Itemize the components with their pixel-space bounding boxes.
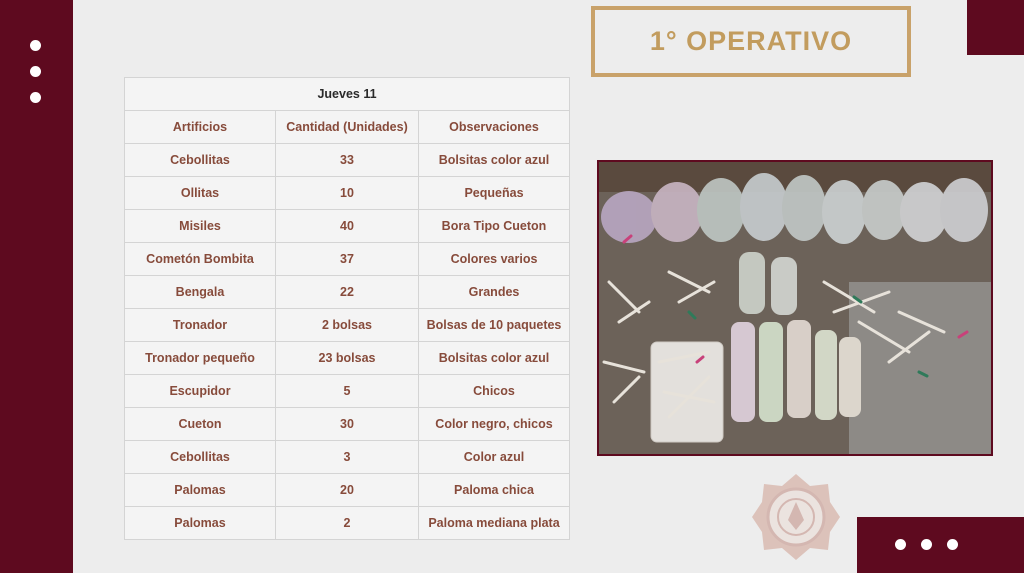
table-row xyxy=(125,276,570,309)
decorative-dot xyxy=(30,66,41,77)
table-row xyxy=(125,177,570,210)
row-cell-observacion: Color azul xyxy=(419,441,570,474)
table-row xyxy=(125,375,570,408)
row-cell-artificio: Cebollitas xyxy=(125,441,276,474)
table-row xyxy=(125,243,570,276)
table-row xyxy=(125,408,570,441)
row-cell-cantidad: 37 xyxy=(276,243,419,276)
row-cell-observacion: Bolsitas color azul xyxy=(419,342,570,375)
row-cell-cantidad: 2 xyxy=(276,507,419,540)
table-day-header: Jueves 11 xyxy=(125,78,570,111)
row-cell-observacion: Paloma chica xyxy=(419,474,570,507)
row-cell-artificio: Cebollitas xyxy=(125,144,276,177)
row-cell-artificio: Palomas xyxy=(125,474,276,507)
decorative-dot xyxy=(921,539,932,550)
column-header-artificios: Artificios xyxy=(125,111,276,144)
slide-title-box xyxy=(591,6,911,77)
row-cell-artificio: Palomas xyxy=(125,507,276,540)
table-row xyxy=(125,342,570,375)
row-cell-artificio: Tronador xyxy=(125,309,276,342)
row-cell-artificio: Misiles xyxy=(125,210,276,243)
table-row xyxy=(125,144,570,177)
row-cell-artificio: Escupidor xyxy=(125,375,276,408)
decorative-dot xyxy=(947,539,958,550)
decorative-dot xyxy=(30,92,41,103)
row-cell-cantidad: 30 xyxy=(276,408,419,441)
bottom-right-accent-block xyxy=(857,517,1024,573)
fireworks-table xyxy=(124,77,570,540)
row-cell-cantidad: 20 xyxy=(276,474,419,507)
row-cell-artificio: Cueton xyxy=(125,408,276,441)
row-cell-observacion: Color negro, chicos xyxy=(419,408,570,441)
row-cell-cantidad: 3 xyxy=(276,441,419,474)
left-accent-bar xyxy=(0,0,73,573)
row-cell-cantidad: 2 bolsas xyxy=(276,309,419,342)
row-cell-observacion: Bolsitas color azul xyxy=(419,144,570,177)
row-cell-observacion: Pequeñas xyxy=(419,177,570,210)
column-header-observaciones: Observaciones xyxy=(419,111,570,144)
table-row xyxy=(125,210,570,243)
row-cell-artificio: Bengala xyxy=(125,276,276,309)
row-cell-observacion: Paloma mediana plata xyxy=(419,507,570,540)
row-cell-cantidad: 22 xyxy=(276,276,419,309)
table-column-headers xyxy=(125,111,570,144)
row-cell-observacion: Chicos xyxy=(419,375,570,408)
top-right-accent-block xyxy=(967,0,1024,55)
row-cell-observacion: Bora Tipo Cueton xyxy=(419,210,570,243)
table-row xyxy=(125,309,570,342)
column-header-cantidad: Cantidad (Unidades) xyxy=(276,111,419,144)
table-row xyxy=(125,441,570,474)
row-cell-observacion: Colores varios xyxy=(419,243,570,276)
fireworks-photo xyxy=(597,160,993,456)
fire-department-seal xyxy=(752,472,840,562)
row-cell-cantidad: 10 xyxy=(276,177,419,210)
row-cell-artificio: Tronador pequeño xyxy=(125,342,276,375)
row-cell-cantidad: 5 xyxy=(276,375,419,408)
fireworks-photo-image xyxy=(599,162,991,454)
table-row xyxy=(125,507,570,540)
slide-title: 1° OPERATIVO xyxy=(649,26,853,56)
decorative-dot xyxy=(895,539,906,550)
row-cell-artificio: Cometón Bombita xyxy=(125,243,276,276)
table-row xyxy=(125,474,570,507)
row-cell-cantidad: 40 xyxy=(276,210,419,243)
row-cell-artificio: Ollitas xyxy=(125,177,276,210)
decorative-dot xyxy=(30,40,41,51)
row-cell-cantidad: 23 bolsas xyxy=(276,342,419,375)
row-cell-observacion: Bolsas de 10 paquetes xyxy=(419,309,570,342)
row-cell-observacion: Grandes xyxy=(419,276,570,309)
row-cell-cantidad: 33 xyxy=(276,144,419,177)
